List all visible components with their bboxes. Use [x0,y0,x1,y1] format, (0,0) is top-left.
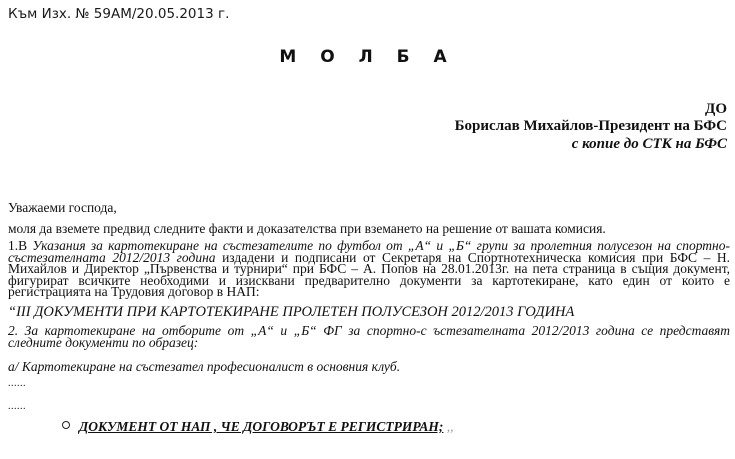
paragraph-1-prefix: 1.В [8,238,33,253]
paragraph-1-text: издадени и подписани от Секретаря на Спортнотехническа комисия при БФС – Н. Михайлов и Директор „Първенства и турнири“ при БФС – А. Попов на 28.01.2013г. на пета страница в същия документ, фигурират всичките необходими и изисквани предварително документи за картотекиране, като един от които е регистрацията на Трудовия договор в НАП: [8,249,731,299]
bullet-trailing-marks: ,, [443,419,454,434]
intro-sentence: моля да вземете предвид следните факти и доказателства при вземането на решение от вашата комисия. [8,221,606,236]
document-title: М О Л Б А [279,47,456,67]
reference-number: Към Изх. № 59АМ/20.05.2013 г. [8,6,230,22]
list-item-a: а/ Картотекиране на състезател професионалист в основния клуб. [8,359,401,374]
hollow-bullet-icon [62,421,70,429]
ellipsis-line-2: ...... [8,401,26,412]
bullet-item [62,419,454,435]
paragraph-1-italic-reference: Указания за картотекиране на състезателите по футбол от „А“ и „Б“ групи за пролетния полусезон на спортно-състезателната 2012/2013 година [8,238,730,265]
recipient-copy-to: с копие до СТК на БФС [571,136,727,152]
greeting: Уважаеми господа, [8,200,117,215]
paragraph-2: 2. За картотекиране на отборите от „А“ и „Б“ ФГ за спортно-с ъстезателната 2012/2013 година се представят следните документи по образец: [8,323,730,350]
bullet-item-text: ДОКУМЕНТ ОТ НАП , ЧЕ ДОГОВОРЪТ Е РЕГИСТРИРАН; [79,419,444,434]
ellipsis-line-1: ...... [8,378,26,389]
section-heading: “III ДОКУМЕНТИ ПРИ КАРТОТЕКИРАНЕ ПРОЛЕТЕН ПОЛУСЕЗОН 2012/2013 ГОДИНА [8,304,575,320]
recipient-addressee: Борислав Михайлов-Президент на БФС [454,118,727,134]
paragraph-1 [8,240,730,298]
recipient-to-label: ДО [705,101,727,117]
